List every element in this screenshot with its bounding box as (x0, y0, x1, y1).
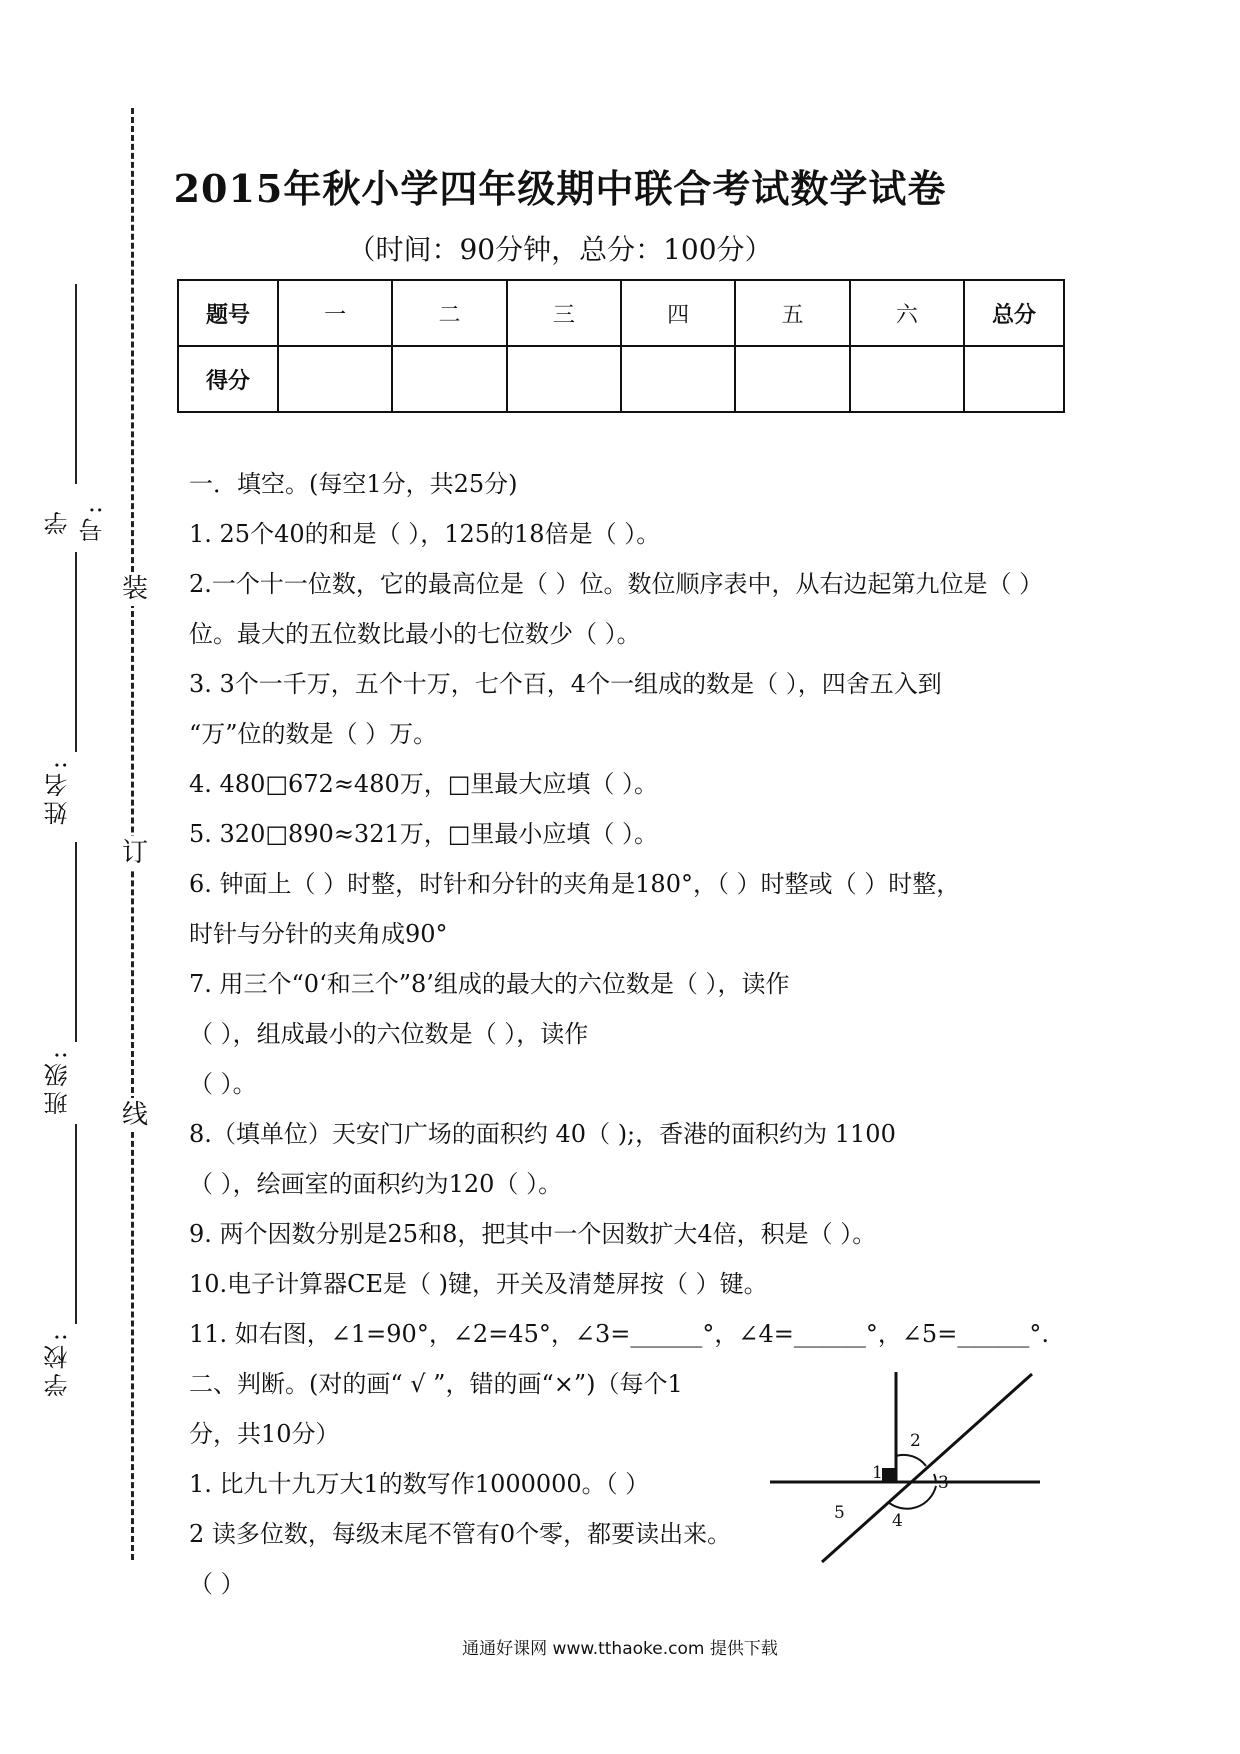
question-line: 11. 如右图，∠1=90°，∠2=45°，∠3=______°，∠4=______°，∠5=______°. (189, 1320, 1049, 1348)
student-id-field (40, 284, 107, 554)
score-table-cell: 五 (735, 280, 849, 346)
binding-dashed-line (131, 108, 134, 1560)
question-line: 2.一个十一位数，它的最高位是（ ）位。数位顺序表中，从右边起第九位是（ ） (189, 570, 1044, 598)
right-angle-mark (882, 1468, 896, 1482)
exam-subtitle: （时间：90分钟，总分：100分） (347, 233, 773, 266)
score-table-cell: 二 (392, 280, 506, 346)
student-id-label: 学号: (44, 501, 107, 542)
score-row-label: 得分 (178, 346, 278, 412)
angle-label-2: 2 (910, 1431, 921, 1451)
score-entry-cell[interactable] (507, 346, 621, 412)
score-entry-cell[interactable] (964, 346, 1064, 412)
question-line: （ ），绘画室的面积约为120（ ）。 (189, 1170, 563, 1198)
judge-item: （ ） (189, 1570, 245, 1598)
score-table-cell: 四 (621, 280, 735, 346)
question-line: 9. 两个因数分别是25和8，把其中一个因数扩大4倍，积是（ ）。 (189, 1220, 877, 1248)
question-line: （ ）。 (189, 1070, 257, 1098)
score-table-cell: 总分 (964, 280, 1064, 346)
score-table-header-row (178, 280, 1064, 346)
score-entry-cell[interactable] (621, 346, 735, 412)
angle-diagram (762, 1366, 1062, 1566)
school-label: 学校: (44, 1329, 72, 1398)
question-line: 10.电子计算器CE是（ )键，开关及清楚屏按（ ）键。 (189, 1270, 768, 1298)
class-label: 班级: (44, 1047, 72, 1116)
score-table-score-row (178, 346, 1064, 412)
angle-2-arc (896, 1455, 926, 1466)
score-table-cell: 三 (507, 280, 621, 346)
student-name-field (40, 552, 100, 832)
judge-item: 1. 比九十九万大1的数写作1000000。（ ） (189, 1470, 650, 1498)
class-blank[interactable] (75, 842, 77, 1042)
page-footer: 通通好课网 www.tthaoke.com 提供下载 (462, 1639, 778, 1659)
question-line: “万”位的数是（ ）万。 (189, 720, 438, 748)
angle-label-1: 1 (872, 1463, 883, 1483)
question-line: 1. 25个40的和是（ ），125的18倍是（ ）。 (189, 520, 661, 548)
exam-title: 2015年秋小学四年级期中联合考试数学试卷 (173, 166, 947, 211)
question-line: 位。最大的五位数比最小的七位数少（ ）。 (189, 620, 641, 648)
binding-char-xian: 线 (121, 1100, 148, 1130)
score-entry-cell[interactable] (392, 346, 506, 412)
section2-heading-cont: 分，共10分） (189, 1420, 340, 1448)
student-name-blank[interactable] (75, 552, 77, 752)
question-line: （ ），组成最小的六位数是（ ），读作 (189, 1020, 589, 1048)
section1-heading: 一．填空。(每空1分，共25分) (189, 470, 518, 498)
class-field (40, 842, 100, 1122)
question-line: 3. 3个一千万，五个十万，七个百，4个一组成的数是（ ），四舍五入到 (189, 670, 942, 698)
student-name-label: 姓名: (44, 757, 72, 826)
score-entry-cell[interactable] (735, 346, 849, 412)
question-line: 5. 320□890≈321万，□里最小应填（ ）。 (189, 820, 659, 848)
judge-item: 2 读多位数，每级末尾不管有0个零，都要读出来。 (189, 1520, 732, 1548)
score-table-cell: 一 (278, 280, 392, 346)
score-table-cell: 题号 (178, 280, 278, 346)
score-entry-cell[interactable] (850, 346, 964, 412)
angle-label-5: 5 (834, 1503, 845, 1523)
diagonal-line (822, 1374, 1032, 1562)
score-table (177, 279, 1065, 413)
binding-char-zhuang: 装 (121, 574, 148, 604)
score-table-cell: 六 (850, 280, 964, 346)
angle-label-3: 3 (938, 1473, 949, 1493)
school-field (40, 1124, 100, 1404)
question-line: 8.（填单位）天安门广场的面积约 40（ );，香港的面积约为 1100 (189, 1120, 896, 1148)
question-line: 6. 钟面上（ ）时整，时针和分针的夹角是180°，（ ）时整或（ ）时整， (189, 870, 961, 898)
question-line: 7. 用三个“0‘和三个”8’组成的最大的六位数是（ ），读作 (189, 970, 790, 998)
school-blank[interactable] (75, 1124, 77, 1324)
angle-label-4: 4 (892, 1511, 903, 1531)
binding-char-ding: 订 (121, 838, 148, 868)
score-entry-cell[interactable] (278, 346, 392, 412)
section2-heading: 二、判断。(对的画“ √ ”，错的画“×”)（每个1 (189, 1370, 683, 1398)
question-line: 4. 480□672≈480万，□里最大应填（ ）。 (189, 770, 659, 798)
question-line: 时针与分针的夹角成90° (189, 920, 448, 948)
student-id-blank[interactable] (75, 284, 77, 484)
